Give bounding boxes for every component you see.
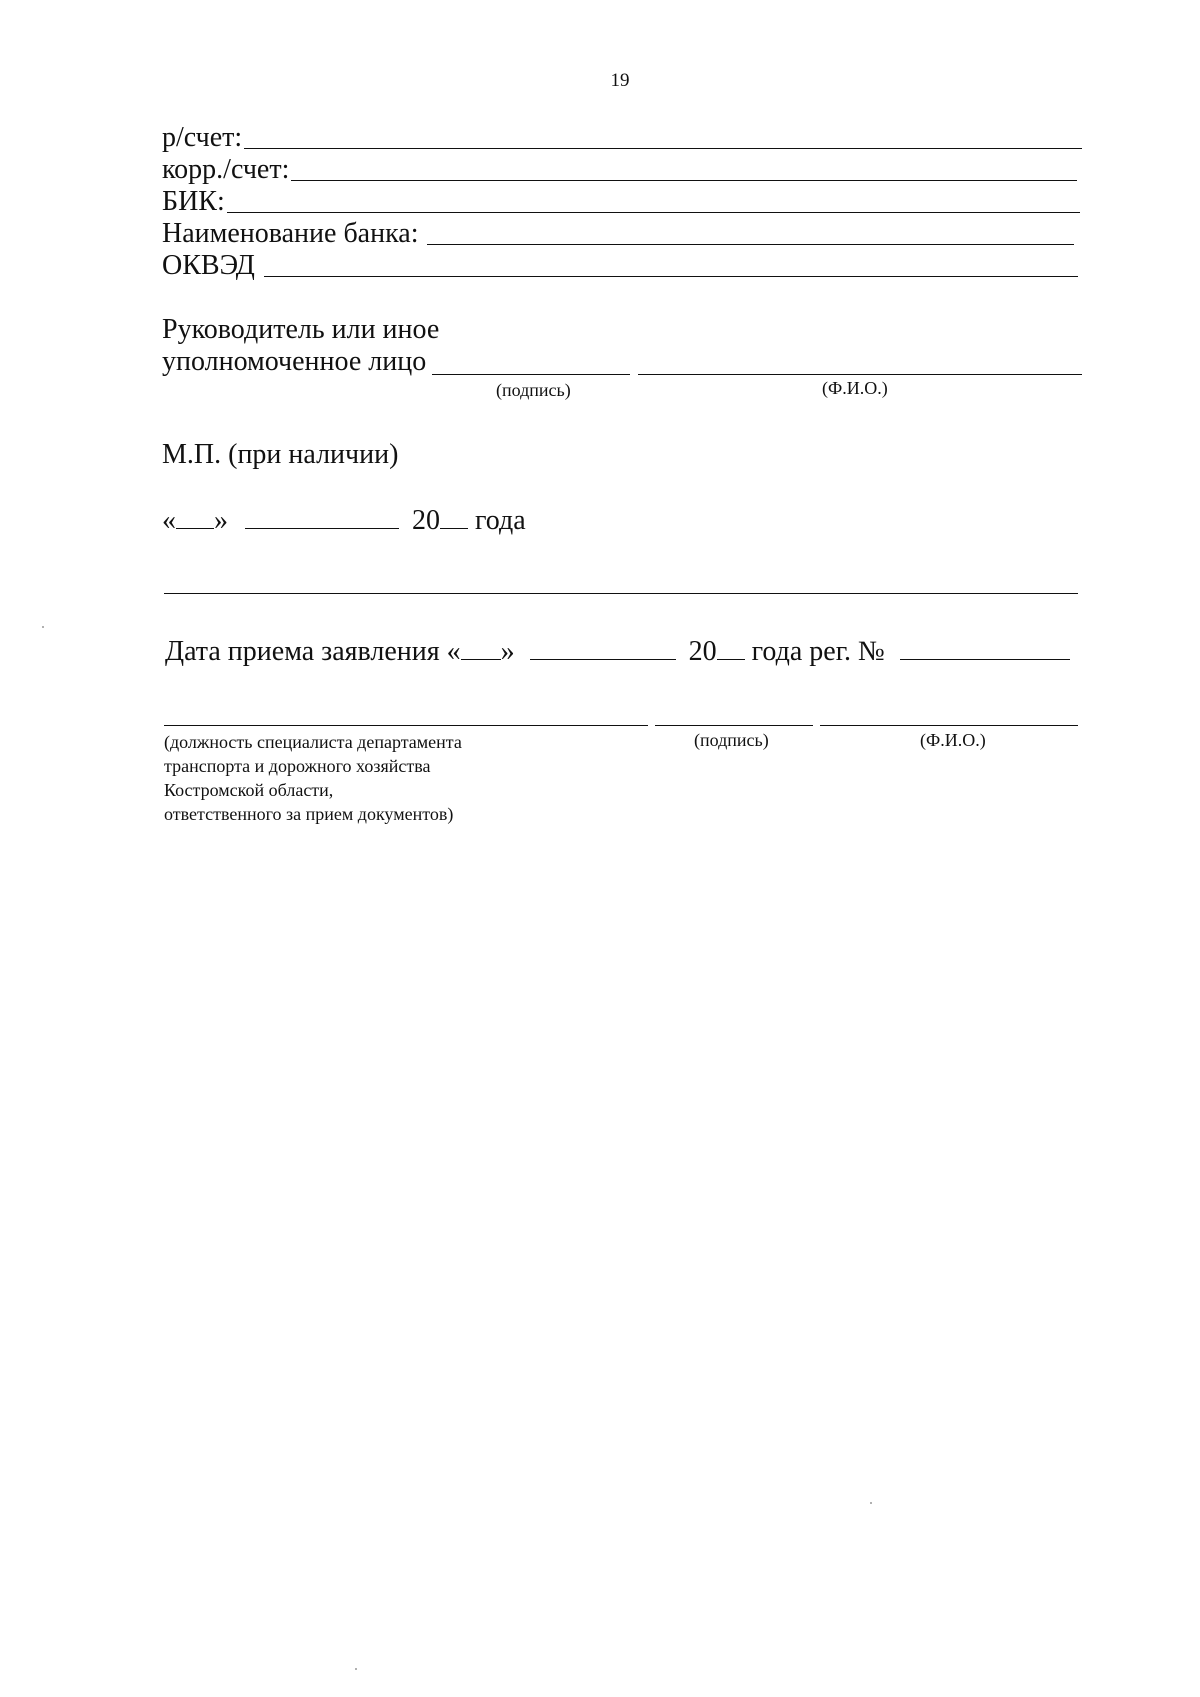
acceptance-month-blank[interactable] — [530, 635, 676, 660]
account-label: р/счет: — [162, 122, 243, 153]
specialist-name-caption: (Ф.И.О.) — [920, 730, 986, 750]
acceptance-day-blank[interactable] — [461, 635, 501, 660]
specialist-position-caption-4: ответственного за прием документов) — [164, 804, 454, 824]
acceptance-year-blank[interactable] — [717, 635, 745, 660]
seal-placeholder: М.П. (при наличии) — [162, 439, 399, 470]
specialist-name-line[interactable] — [820, 725, 1078, 726]
signatory-title: Руководитель или иное — [162, 314, 440, 345]
signatory-signature-caption: (подпись) — [496, 380, 571, 400]
signatory-name-line[interactable] — [638, 374, 1082, 375]
corr-account-label: корр./счет: — [162, 154, 290, 185]
year-blank[interactable] — [440, 504, 468, 529]
day-blank[interactable] — [176, 504, 214, 529]
specialist-position-caption-3: Костромской области, — [164, 780, 334, 800]
specialist-signature-caption: (подпись) — [694, 730, 769, 750]
corr-account-field — [162, 154, 1077, 186]
date-close-quote: » — [214, 505, 228, 536]
okved-input-line[interactable] — [264, 276, 1078, 277]
month-blank[interactable] — [245, 504, 399, 529]
page-number: 19 — [610, 70, 630, 91]
okved-label: ОКВЭД — [162, 250, 262, 281]
acceptance-label: Дата приема заявления « — [165, 636, 461, 667]
acceptance-year-suffix: года рег. № — [751, 636, 885, 667]
specialist-position-line[interactable] — [164, 725, 648, 726]
signatory-name-caption: (Ф.И.О.) — [822, 378, 888, 398]
account-field — [162, 122, 1082, 154]
corr-account-input-line[interactable] — [291, 180, 1077, 181]
year-suffix: года — [475, 505, 526, 536]
acceptance-close-quote: » — [500, 636, 515, 667]
date-open-quote: « — [162, 505, 176, 536]
registration-number-blank[interactable] — [900, 635, 1070, 660]
date-line — [162, 504, 526, 537]
bank-name-label: Наименование банка: — [162, 218, 426, 249]
year-prefix: 20 — [412, 505, 440, 536]
scan-speck — [42, 626, 44, 628]
specialist-position-caption-1: (должность специалиста департамента — [164, 732, 462, 752]
bik-input-line[interactable] — [227, 212, 1080, 213]
acceptance-line — [165, 635, 1070, 668]
specialist-signature-line[interactable] — [655, 725, 813, 726]
acceptance-year-prefix: 20 — [688, 636, 717, 667]
account-input-line[interactable] — [244, 148, 1082, 149]
scan-speck — [355, 1668, 357, 1670]
okved-field — [162, 250, 1078, 282]
bank-name-input-line[interactable] — [427, 244, 1074, 245]
separator-line — [164, 593, 1078, 594]
signatory-title-cont: уполномоченное лицо — [162, 346, 427, 377]
bank-name-field — [162, 218, 1074, 250]
signatory-signature-line[interactable] — [432, 374, 630, 375]
specialist-position-caption-2: транспорта и дорожного хозяйства — [164, 756, 431, 776]
bik-field — [162, 186, 1080, 218]
bik-label: БИК: — [162, 186, 225, 217]
scan-speck — [870, 1502, 872, 1504]
